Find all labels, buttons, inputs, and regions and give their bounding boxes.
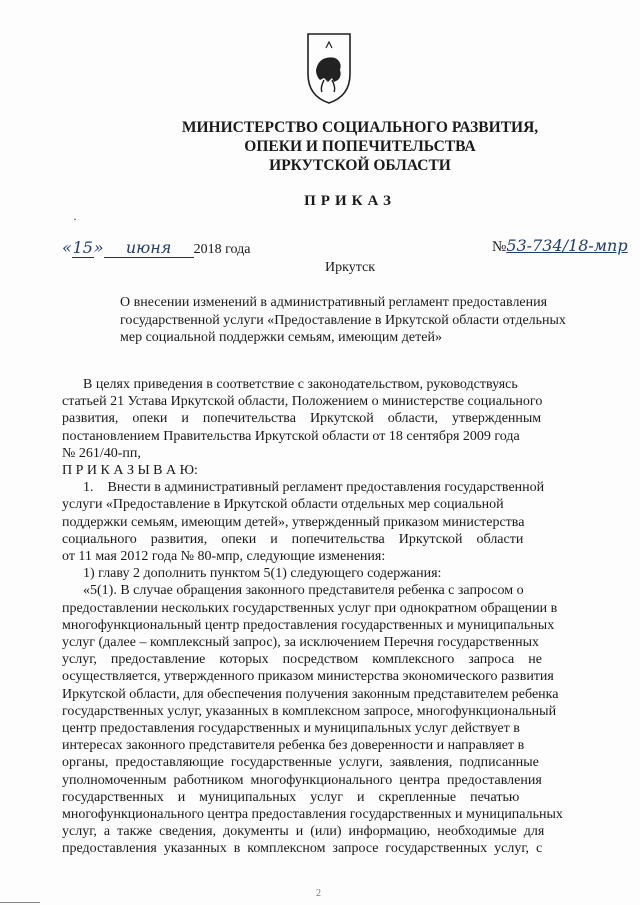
- body-line-text: осуществляется, утвержденного приказом министерства экономического развития: [62, 669, 554, 685]
- body-line-text: многофункционального центра предоставления государственных и муниципальных: [62, 807, 563, 823]
- body-line: [62, 651, 622, 668]
- body-line: [62, 445, 622, 462]
- body-line: [62, 393, 622, 410]
- ministry-heading: [140, 118, 580, 175]
- body-line: [62, 376, 622, 393]
- body-line-text: поддержки семьям, имеющим детей», утвержденный приказом министерства: [62, 514, 525, 530]
- subject-line: О внесении изменений в административный регламент предоставления: [120, 295, 548, 310]
- body-line: [62, 410, 622, 427]
- subject-line: государственной услуги «Предоставление в Иркутской области отдельных: [120, 312, 566, 328]
- body-line: [62, 479, 622, 496]
- date-quote-close: »: [93, 238, 104, 257]
- order-number: [492, 236, 628, 256]
- body-line-text: статьей 21 Устава Иркутской области, Положением о министерстве социального: [62, 394, 543, 410]
- body-line: [62, 565, 622, 582]
- body-line-text: «5(1). В случае обращения законного представителя ребенка с запросом о: [62, 583, 524, 599]
- body-line: [62, 823, 622, 840]
- body-line-text: предоставления указанных в комплексном запросе государственных услуг, с: [62, 841, 543, 857]
- body-line-text: многофункциональный центр предоставления государственных и муниципальных: [62, 617, 555, 633]
- date-month: июня: [104, 238, 194, 258]
- body-line-text: услуг (далее – комплексный запрос), за исключением Перечня государственных: [62, 635, 540, 651]
- order-city: Иркутск: [324, 260, 376, 275]
- subject-line: мер социальной поддержки семьям, имеющим детей»: [120, 330, 442, 345]
- date-day: 15: [72, 238, 93, 257]
- body-line: [62, 668, 622, 685]
- body-line: [62, 840, 622, 857]
- order-subject: [120, 294, 620, 347]
- order-date: [62, 238, 250, 258]
- ministry-line-3: ИРКУТСКОЙ ОБЛАСТИ: [269, 157, 451, 174]
- order-body: [62, 376, 622, 858]
- coat-of-arms-icon: [304, 30, 354, 106]
- body-line-text: интересах законного представителя ребенка без доверенности и направляет в: [62, 738, 525, 754]
- body-line: [62, 754, 622, 771]
- footer-rule: [0, 902, 40, 903]
- body-line-text: центр предоставления государственных и муниципальных услуг действует в: [62, 721, 520, 737]
- number-prefix: №: [492, 239, 507, 255]
- body-line: [62, 582, 622, 599]
- body-line: [62, 548, 622, 565]
- body-line-text: 1. Внести в административный регламент предоставления государственной: [62, 480, 545, 496]
- body-line: [62, 772, 622, 789]
- body-line: [62, 806, 622, 823]
- body-line: [62, 462, 622, 479]
- body-line-text: 1) главу 2 дополнить пунктом 5(1) следующего содержания:: [62, 566, 442, 582]
- body-line-text: предоставлении нескольких государственных услуг при однократном обращении в: [62, 600, 558, 616]
- body-line: [62, 617, 622, 634]
- body-line-text: развития, опеки и попечительства Иркутской области, утвержденным: [62, 411, 542, 427]
- stray-mark: ·: [73, 212, 77, 226]
- body-line-text: П Р И К А З Ы В А Ю:: [62, 463, 198, 479]
- body-line: [62, 531, 622, 548]
- body-line: [62, 737, 622, 754]
- body-line: [62, 514, 622, 531]
- body-line: [62, 703, 622, 720]
- date-quote-open: «: [62, 238, 72, 257]
- ministry-line-2: ОПЕКИ И ПОПЕЧИТЕЛЬСТВА: [244, 138, 476, 155]
- body-line: [62, 720, 622, 737]
- body-line: [62, 600, 622, 617]
- body-line-text: уполномоченным работником многофункционального центра предоставления: [62, 772, 542, 788]
- date-year: 2018 года: [193, 242, 251, 257]
- body-line-text: услуг, предоставление которых посредством комплексного запроса не: [62, 652, 542, 668]
- body-line-text: социального развития, опеки и попечительства Иркутской области: [62, 531, 524, 547]
- body-line-text: органы, предоставляющие государственные услуги, заявления, подписанные: [62, 755, 539, 771]
- body-line: [62, 634, 622, 651]
- body-line-text: Иркутской области, для обеспечения получения законным представителем ребенка: [62, 686, 559, 702]
- body-line-text: В целях приведения в соответствие с законодательством, руководствуясь: [62, 377, 518, 392]
- body-line-text: от 11 мая 2012 года № 80-мпр, следующие изменения:: [62, 549, 386, 565]
- body-line-text: услуги «Предоставление в Иркутской области отдельных мер социальной: [62, 497, 504, 513]
- number-value: 53-734/18-мпр: [506, 236, 628, 255]
- body-line-text: услуг, а также сведения, документы и (или) информацию, необходимые для: [62, 824, 545, 840]
- body-line: [62, 496, 622, 513]
- ministry-line-1: МИНИСТЕРСТВО СОЦИАЛЬНОГО РАЗВИТИЯ,: [181, 119, 539, 136]
- body-line-text: государственных и муниципальных услуг и скрепленные печатью: [62, 789, 520, 805]
- body-line: [62, 686, 622, 703]
- order-title: ПРИКАЗ: [304, 193, 396, 209]
- page-number: 2: [316, 888, 321, 899]
- body-line-text: государственных услуг, указанных в комплексном запросе, многофункциональный: [62, 703, 557, 719]
- body-line: [62, 789, 622, 806]
- body-line-text: постановлением Правительства Иркутской области от 18 сентября 2009 года: [62, 428, 520, 444]
- body-line: [62, 428, 622, 445]
- body-line-text: № 261/40-пп,: [62, 445, 141, 461]
